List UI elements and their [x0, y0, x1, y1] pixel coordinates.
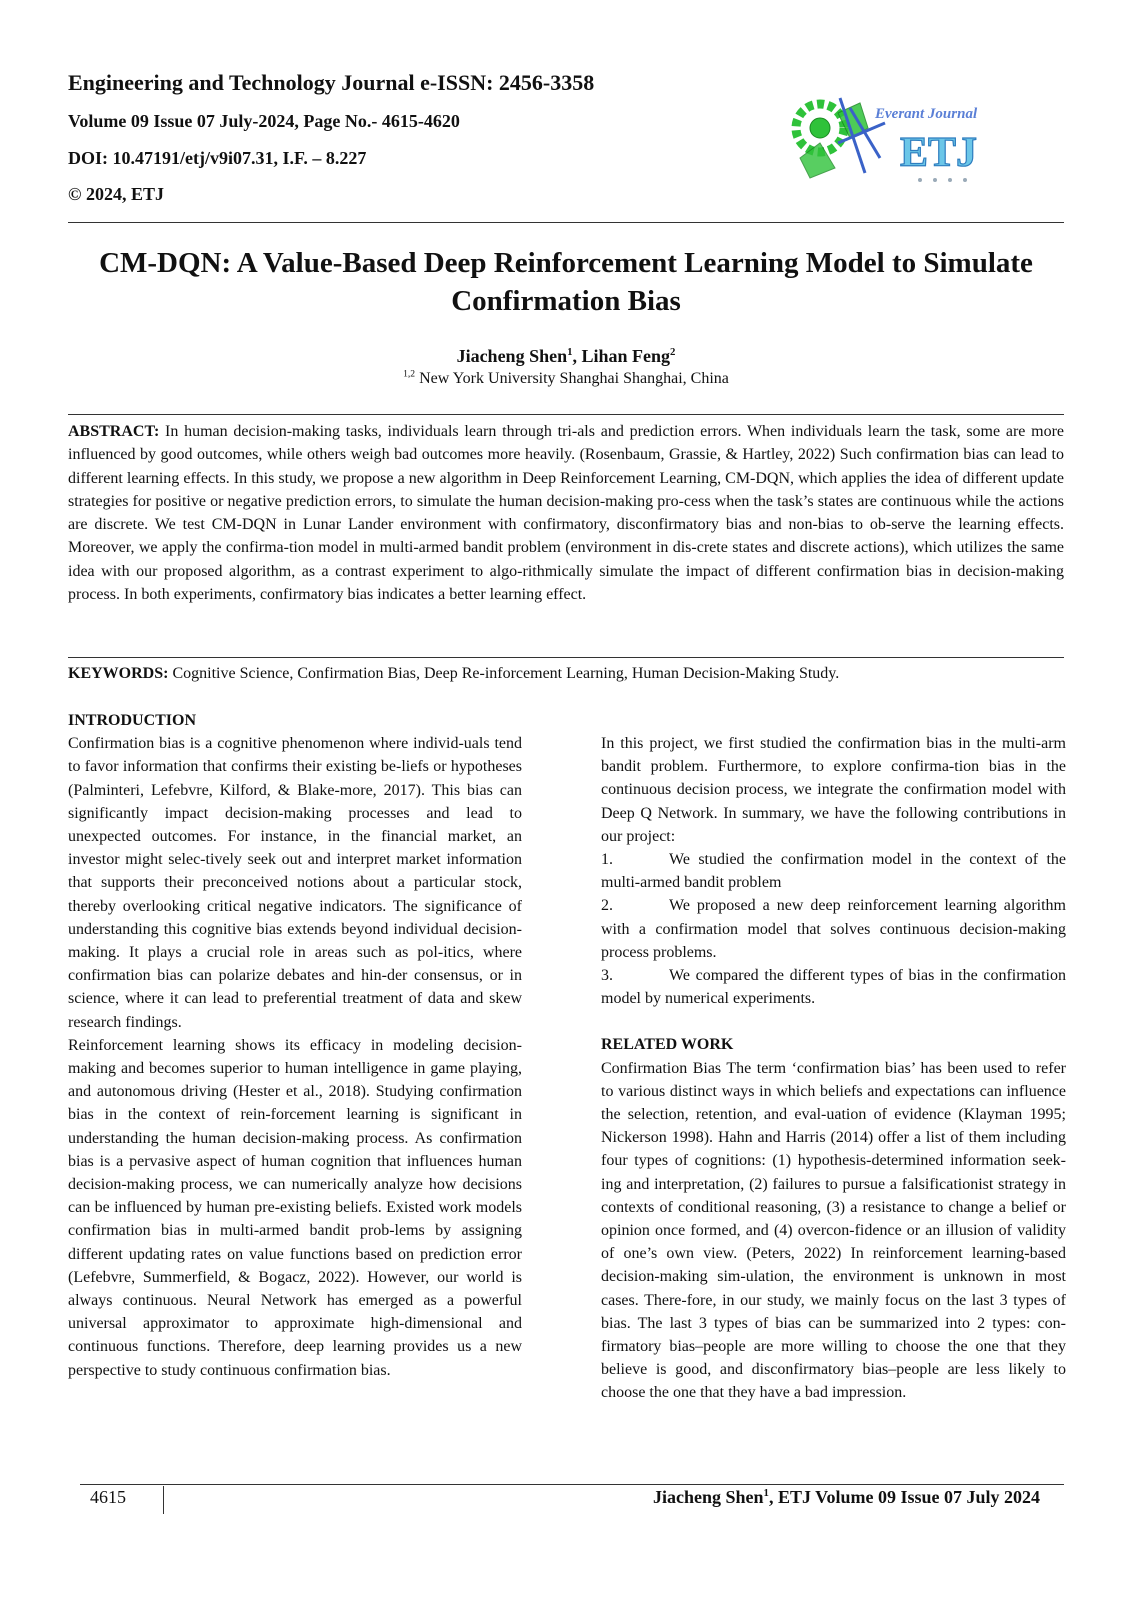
- abstract-text: In human decision-making tasks, individuals learn through tri-als and prediction errors. When individuals learn the task, some are more influenced by good outcomes, while others weigh bad outcomes more heavily. (Rosenbaum, Grassie, & Hartley, 2022) Such confirmation bias can lead to different learning effects. In this study, we propose a new algorithm in Deep Reinforcement Learning, CM-DQN, which applies the idea of different update strategies for positive or negative prediction errors, to simulate the human decision-making pro-cess when the task’s states are continuous while the actions are discrete. We test CM-DQN in Lunar Lander environment with confirmatory, disconfirmatory bias and non-bias to ob-serve the learning effects. Moreover, we apply the confirma-tion model in multi-armed bandit problem (environment in dis-crete states and discrete actions), which utilizes the same idea with our proposed algorithm, as a contrast experiment to algo-rithmically simulate the impact of different confirmation bias in decision-making process. In both experiments, confirmatory bias indicates a better learning effect.: [68, 423, 1064, 604]
- footer-separator: [163, 1486, 164, 1514]
- doi-info: DOI: 10.47191/etj/v9i07.31, I.F. – 8.227: [68, 148, 367, 168]
- footer-author-sup: 1: [763, 1487, 769, 1499]
- contribution-number: 1.: [601, 851, 613, 869]
- right-column: [601, 732, 1066, 1405]
- affiliation-text: New York University Shanghai Shanghai, China: [415, 370, 729, 387]
- footer-citation: [653, 1487, 1040, 1508]
- author-2-sup: 2: [670, 346, 676, 358]
- introduction-paragraph-1: Confirmation bias is a cognitive phenomenon where individ-uals tend to favor information that confirms their existing be-liefs or hypotheses (Palminteri, Lefebvre, Kilford, & Blake-more, 2017). This bias can significantly impact decision-making processes and lead to unexpected outcomes. For instance, in the financial market, an investor might selec-tively seek out and interpret market information that supports their preconceived notions about a particular stock, thereby overlooking critical negative indicators. The significance of understanding this cognitive bias extends beyond individual decision-making. It plays a crucial role in areas such as pol-itics, where confirmation bias can polarize debates and hin-der consensus, or in science, where it can lead to preferential treatment of data and skew research findings.: [68, 735, 522, 1031]
- related-work-paragraph: Confirmation Bias The term ‘confirmation bias’ has been used to refer to various distinct ways in which beliefs and expectations can influence the selection, retention, and eval-uation of evidence (Klayman 1995; Nickerson 1998). Hahn and Harris (2014) offer a list of them including four types of cognitions: (1) hypothesis-determined information seek-ing and interpretation, (2) failures to pursue a falsificationist strategy in contexts of conditional reasoning, (3) a resistance to change a belief or opinion once formed, and (4) overcon-fidence or an illusion of validity of one’s own view. (Peters, 2022) In reinforcement learning-based decision-making sim-ulation, the environment is unknown in most cases. There-fore, in our study, we mainly focus on the last 3 types of bias. The last 3 types of bias can be summarized into 2 types: con-firmatory bias–people are more willing to choose the one that they believe is good, and disconfirmatory bias–people are less likely to choose the one that they have a bad impression.: [601, 1059, 1066, 1402]
- affiliation-sup: 1,2: [403, 368, 416, 380]
- journal-name: Engineering and Technology Journal e-ISSN: 2456-3358: [68, 70, 595, 95]
- abstract: [68, 420, 1064, 606]
- contribution-item: [601, 848, 1066, 894]
- author-1-sup: 1: [567, 346, 573, 358]
- keywords: [68, 662, 1064, 685]
- volume-info: Volume 09 Issue 07 July-2024, Page No.- 4615-4620: [68, 111, 460, 131]
- footer-divider: [80, 1484, 1064, 1485]
- logo-text-top: Everant Journal: [875, 106, 978, 122]
- etj-logo: [790, 88, 1000, 188]
- contribution-text: We proposed a new deep reinforcement learning algorithm with a confirmation model that solves continuous decision-making process problems.: [601, 897, 1066, 961]
- contribution-item: [601, 894, 1066, 964]
- contribution-text: We studied the confirmation model in the context of the multi-armed bandit problem: [601, 851, 1066, 892]
- related-work-heading: RELATED WORK: [601, 1036, 734, 1054]
- section-spacer: [601, 1010, 1066, 1033]
- contribution-item: [601, 964, 1066, 1010]
- author-separator: ,: [572, 346, 582, 366]
- project-intro: In this project, we first studied the confirmation bias in the multi-arm bandit problem. Furthermore, to explore confirma-tion bias in the continuous decision process, we integrate the confirmation model with Deep Q Network. In summary, we have the following contributions in our project:: [601, 735, 1066, 845]
- copyright: © 2024, ETJ: [68, 184, 164, 204]
- author-2: Lihan Feng: [581, 346, 671, 366]
- paper-title: CM-DQN: A Value-Based Deep Reinforcement Learning Model to Simulate Confirmation Bias: [99, 247, 1033, 317]
- left-column: [68, 709, 522, 1382]
- abstract-top-divider: [68, 414, 1064, 415]
- logo-text-main: ETJ: [900, 130, 978, 176]
- authors: [68, 346, 1064, 367]
- footer-journal-info: , ETJ Volume 09 Issue 07 July 2024: [768, 1487, 1040, 1507]
- introduction-paragraph-2: Reinforcement learning shows its efficacy in modeling decision-making and becomes superior to human intelligence in game playing, and autonomous driving (Hester et al., 2018). Studying confirmation bias in the context of rein-forcement learning is significant in understanding the human decision-making process. As confirmation bias is a pervasive aspect of human cognition that influences human decision-making process, we can numerically analyze how decisions can be influenced by human pre-existing beliefs. Existed work models confirmation bias in multi-armed bandit prob-lems by assigning different updating rates on value functions based on prediction error (Lefebvre, Summerfield, & Bogacz, 2022). However, our world is always continuous. Neural Network has emerged as a powerful universal approximator to approximate high-dimensional and continuous functions. Therefore, deep learning provides us a new perspective to study continuous confirmation bias.: [68, 1036, 522, 1379]
- keywords-label: KEYWORDS:: [68, 665, 169, 682]
- footer-author: Jiacheng Shen: [653, 1487, 764, 1507]
- page-number: 4615: [90, 1487, 126, 1507]
- author-1: Jiacheng Shen: [456, 346, 568, 366]
- introduction-heading: INTRODUCTION: [68, 712, 197, 729]
- header-divider: [68, 222, 1064, 223]
- abstract-bottom-divider: [68, 657, 1064, 658]
- keywords-text: Cognitive Science, Confirmation Bias, Deep Re-inforcement Learning, Human Decision-Making Study.: [168, 665, 840, 682]
- affiliation: [68, 370, 1064, 388]
- contribution-number: 2.: [601, 897, 613, 915]
- contribution-number: 3.: [601, 967, 613, 985]
- contribution-text: We compared the different types of bias in the confirmation model by numerical experiments.: [601, 967, 1066, 1008]
- abstract-label: ABSTRACT:: [68, 423, 160, 440]
